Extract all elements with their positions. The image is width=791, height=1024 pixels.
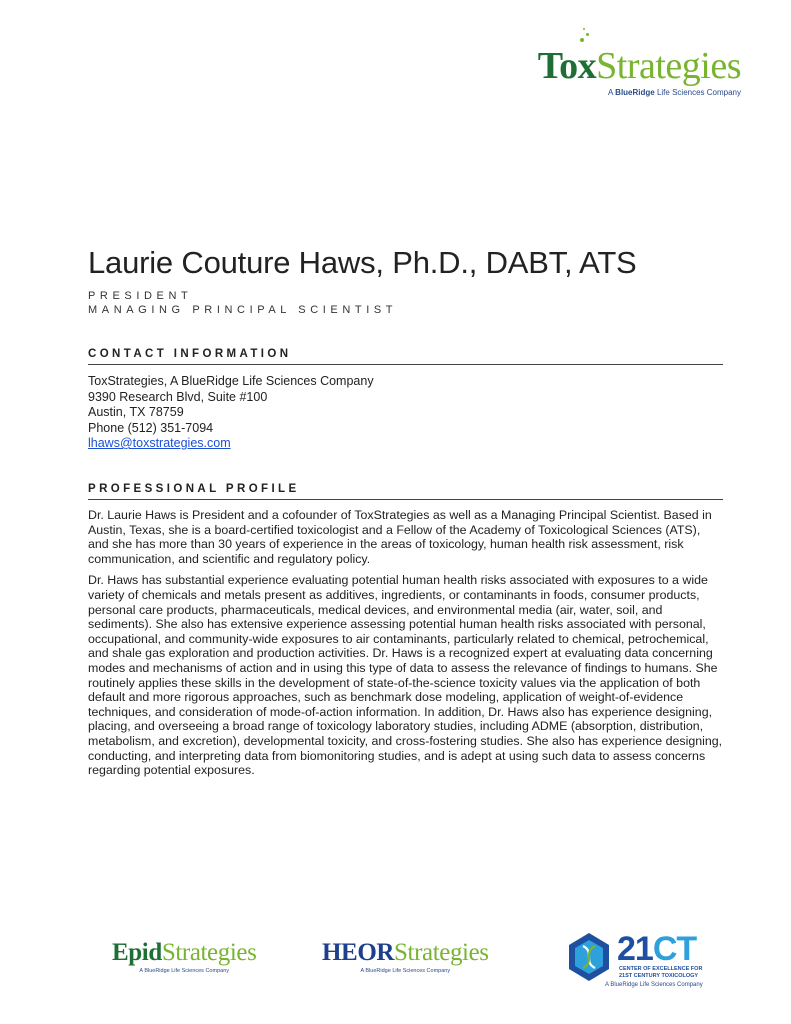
contact-line-address: 9390 Research Blvd, Suite #100	[88, 389, 268, 404]
title-managing-principal: MANAGING PRINCIPAL SCIENTIST	[88, 304, 398, 316]
email-link[interactable]: lhaws@toxstrategies.com	[88, 436, 231, 450]
person-name: Laurie Couture Haws, Ph.D., DABT, ATS	[88, 245, 637, 280]
profile-divider	[88, 499, 723, 500]
epidstrategies-logo: EpidStrategies A BlueRidge Life Sciences Company	[112, 939, 257, 974]
logo-text-tox: Tox	[537, 45, 597, 87]
21ct-logo: 21CT CENTER OF EXCELLENCE FOR 21ST CENTURY TOXICOLOGY A BlueRidge Life Sciences Company	[567, 930, 715, 990]
profile-paragraph: Dr. Haws has substantial experience evaluating potential human health risks associated with exposures to a wide variety of chemicals and metals present as additives, ingredients, or contaminants in foods, consumer products, personal care products, pharmaceuticals, medical devices, and environmental media (air, water, soil, and sediments). She also has extensive experience assessing potential human health risks associated with personal, occupational, and community-wide exposures to air contaminants, particularly related to chemical, petrochemical, and shale gas exploration and production activities. Dr. Haws is a recognized expert at evaluating data concerning modes and mechanisms of action and in using this type of data to assess the relevance of findings to humans. She routinely applies these skills in the development of state-of-the-science toxicity values via the application of both default and more rigorous approaches, such as benchmark dose modeling, application of weight-of-evidence techniques, and consideration of mode-of-action information. In addition, Dr. Haws also has experience designing, placing, and overseeing a broad range of toxicology laboratory studies, including ADME (absorption, distribution, metabolism, and excretion), developmental toxicity, and cross-fostering studies. She also has experience designing, conducting, and interpreting data from biomonitoring studies, and is adept at using such data to assess concerns regarding potential exposures.	[88, 573, 723, 778]
contact-line-company: ToxStrategies, A BlueRidge Life Sciences Company	[88, 374, 374, 388]
logo-text-strategies: Strategies	[596, 45, 741, 87]
contact-line-phone: Phone (512) 351-7094	[88, 420, 214, 435]
toxstrategies-logo	[538, 46, 741, 97]
hexagon-dna-icon	[567, 932, 611, 982]
person-titles	[88, 289, 397, 317]
profile-body	[88, 508, 724, 785]
contact-divider	[88, 364, 723, 365]
profile-paragraph: Dr. Laurie Haws is President and a cofounder of ToxStrategies as well as a Managing Principal Scientist. Based in Austin, Texas, she is a board-certified toxicologist and a Fellow of the Academy of Toxicological Sciences (ATS), and she has more than 30 years of experience in the areas of toxicology, human health risk assessment, risk communication, and scientific and regulatory policy.	[88, 508, 712, 566]
contact-line-city: Austin, TX 78759	[88, 405, 184, 419]
heorstrategies-logo: HEORStrategies A BlueRidge Life Sciences Company	[322, 939, 489, 974]
logo-tagline: A BlueRidge Life Sciences Company	[608, 88, 741, 97]
title-president: PRESIDENT	[88, 290, 193, 302]
contact-block	[88, 374, 374, 452]
contact-heading: CONTACT INFORMATION	[88, 348, 292, 360]
profile-heading: PROFESSIONAL PROFILE	[88, 483, 300, 495]
